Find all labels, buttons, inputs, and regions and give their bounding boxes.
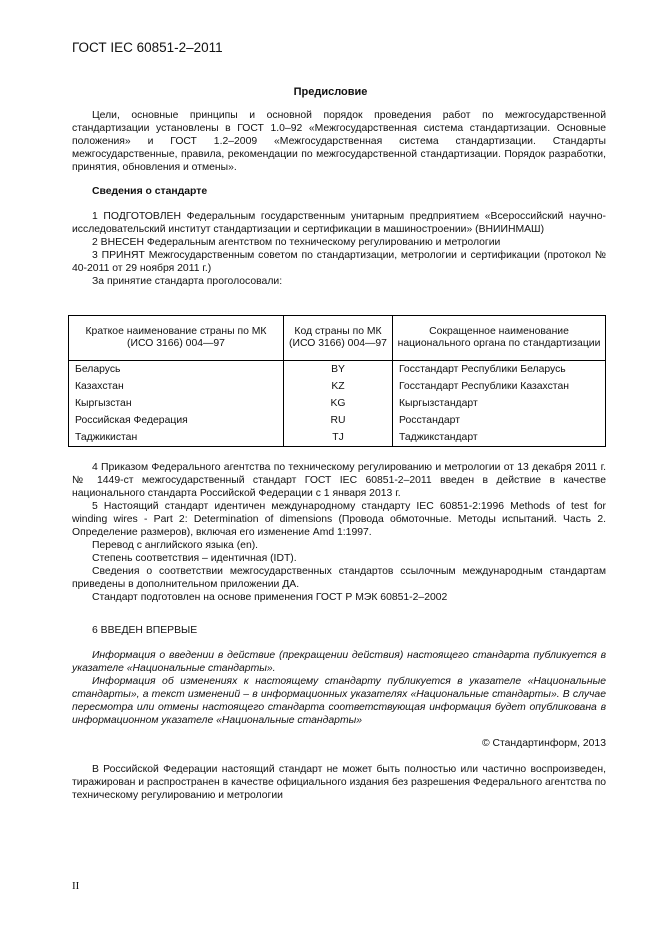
translation-line: Перевод с английского языка (en). bbox=[92, 540, 259, 551]
country-cell: Кыргызстан bbox=[69, 395, 284, 412]
preface-title: Предисловие bbox=[293, 86, 368, 98]
country-cell: Казахстан bbox=[69, 378, 284, 395]
legal-notice bbox=[72, 763, 606, 802]
code-cell: TJ bbox=[284, 429, 393, 447]
item-5: 5 Настоящий стандарт идентичен международному стандарту IEC 60851-2:1996 Methods of test for winding wires - Part 2: Determination of dimensions (Провода обмоточные. Методы испытаний. Часть 2. Определение размеров), включая его изменение Amd 1:1997. bbox=[72, 501, 606, 538]
legal-paragraph: В Российской Федерации настоящий стандарт не может быть полностью или частично воспроизведен, тиражирован и распространен в качестве официального издания без разрешения Федерального агентства по техническому регулированию и метрологии bbox=[72, 764, 606, 801]
body-cell: Таджикстандарт bbox=[393, 429, 606, 447]
item-2: 2 ВНЕСЕН Федеральным агентством по техническому регулированию и метрологии bbox=[92, 237, 501, 248]
page-number: II bbox=[72, 880, 80, 892]
code-cell: RU bbox=[284, 412, 393, 429]
col-code-header: Код страны по МК (ИСО 3166) 004—97 bbox=[284, 316, 393, 361]
table-row bbox=[69, 361, 606, 379]
table-row bbox=[69, 395, 606, 412]
item-1: 1 ПОДГОТОВЛЕН Федеральным государственным унитарным предприятием «Всероссийский научно-исследовательский институт стандартизации и сертификации в машиностроении» (ВНИИНМАШ) bbox=[72, 211, 606, 235]
item-3: 3 ПРИНЯТ Межгосударственным советом по стандартизации, метрологии и сертификации (протокол № 40-2011 от 29 ноября 2011 г.) bbox=[72, 250, 606, 274]
country-cell: Российская Федерация bbox=[69, 412, 284, 429]
intro-paragraph: Цели, основные принципы и основной порядок проведения работ по межгосударственной стандартизации установлены в ГОСТ 1.0–92 «Межгосударственная система стандартизации. Основные положения» и ГОСТ 1.2–2009 «Межгосударственная система стандартизации. Стандарты межгосударственные, правила, рекомендации по межгосударственной стандартизации. Порядок разработки, принятия, обновления и отмены». bbox=[72, 110, 606, 173]
notice-paragraph-1: Информация о введении в действие (прекращении действия) настоящего стандарта публикуется в указателе «Национальные стандарты». bbox=[72, 650, 606, 674]
table-row bbox=[69, 429, 606, 447]
table-header-row bbox=[69, 316, 606, 361]
copyright: © Стандартинформ, 2013 bbox=[481, 738, 606, 749]
conformity-line: Степень соответствия – идентичная (IDT). bbox=[92, 553, 297, 564]
based-on-line: Стандарт подготовлен на основе применения ГОСТ Р МЭК 60851-2–2002 bbox=[92, 592, 448, 603]
item-6: 6 ВВЕДЕН ВПЕРВЫЕ bbox=[92, 625, 198, 636]
voted-line: За принятие стандарта проголосовали: bbox=[92, 276, 283, 287]
country-cell: Беларусь bbox=[69, 361, 284, 379]
preface-intro bbox=[72, 109, 606, 174]
table-row bbox=[69, 378, 606, 395]
code-cell: KG bbox=[284, 395, 393, 412]
publication-notice bbox=[72, 649, 606, 727]
body-cell: Росстандарт bbox=[393, 412, 606, 429]
voting-table bbox=[68, 315, 606, 447]
body-cell: Госстандарт Республики Казахстан bbox=[393, 378, 606, 395]
info-heading bbox=[92, 185, 592, 198]
standard-info bbox=[72, 461, 606, 604]
col-body-header: Сокращенное наименование национального органа по стандартизации bbox=[393, 316, 606, 361]
col-country-header: Краткое наименование страны по МК (ИСО 3166) 004—97 bbox=[69, 316, 284, 361]
info-items bbox=[72, 210, 606, 288]
code-cell: BY bbox=[284, 361, 393, 379]
code-cell: KZ bbox=[284, 378, 393, 395]
notice-paragraph-2: Информация об изменениях к настоящему стандарту публикуется в указателе «Национальные стандарты», а текст изменений – в информационных указателях «Национальные стандарты». В случае пересмотра или отмены настоящего стандарта соответствующая информация будет опубликована в информационном указателе «Национальные стандарты» bbox=[72, 676, 606, 726]
item-6-block bbox=[72, 624, 606, 637]
country-cell: Таджикистан bbox=[69, 429, 284, 447]
item-4: 4 Приказом Федерального агентства по техническому регулированию и метрологии от 13 декабря 2011 г. № 1449-ст межгосударственный стандарт ГОСТ IEC 60851-2–2011 введен в действие в качестве национального стандарта Российской Федерации с 1 января 2013 г. bbox=[72, 462, 606, 499]
body-cell: Госстандарт Республики Беларусь bbox=[393, 361, 606, 379]
info-heading-text: Сведения о стандарте bbox=[92, 186, 208, 197]
table-row bbox=[69, 412, 606, 429]
references-line: Сведения о соответствии межгосударственных стандартов ссылочным международным стандартам приведены в дополнительном приложении ДА. bbox=[72, 566, 606, 590]
document-header: ГОСТ IEC 60851-2–2011 bbox=[72, 40, 223, 55]
body-cell: Кыргызстандарт bbox=[393, 395, 606, 412]
